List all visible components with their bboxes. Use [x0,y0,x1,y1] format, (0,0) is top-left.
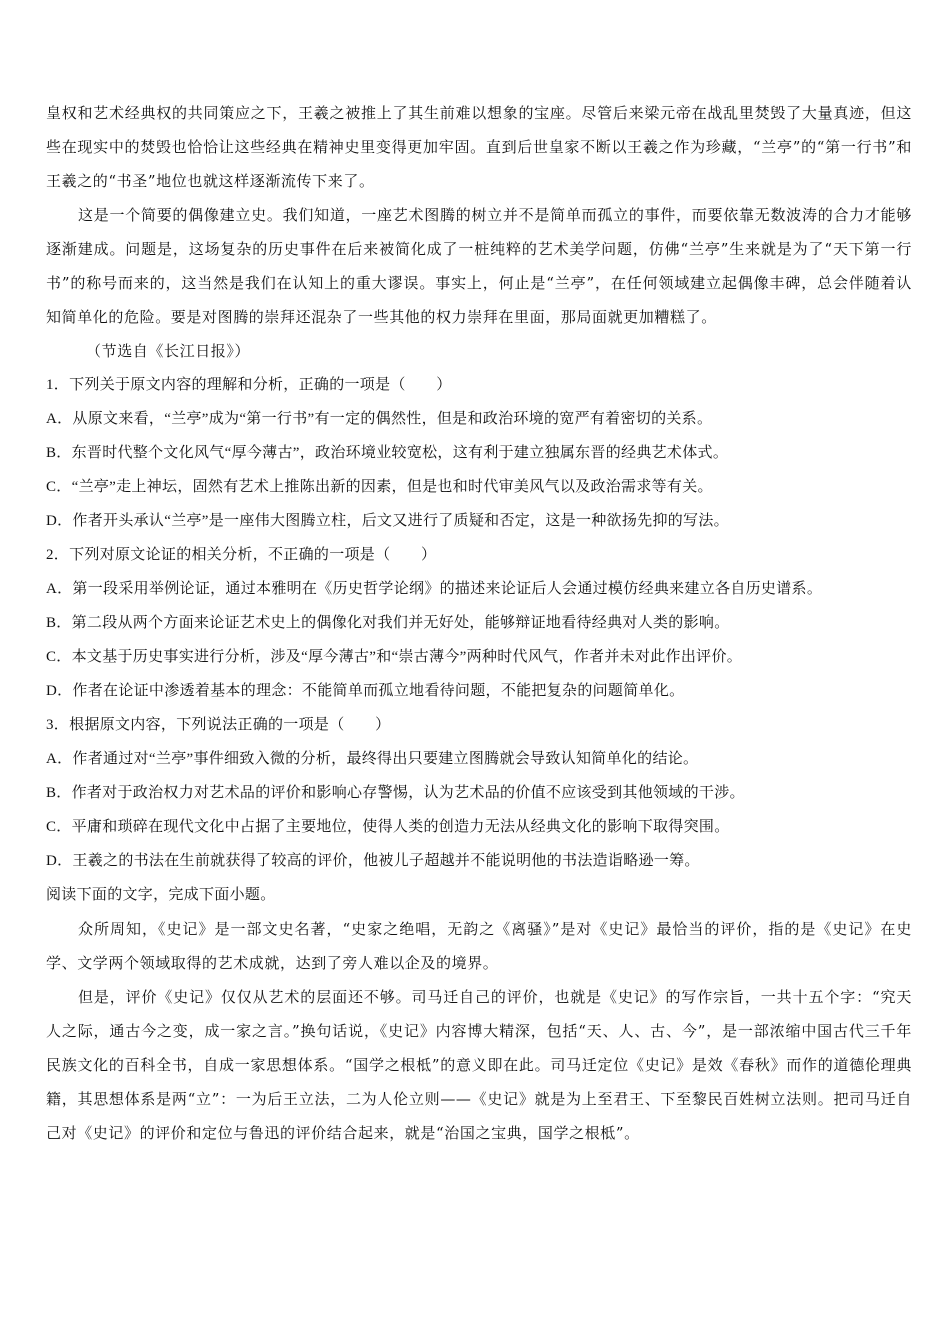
passage-1 [46,96,912,368]
passage-paragraph: 皇权和艺术经典权的共同策应之下，王羲之被推上了其生前难以想象的宝座。尽管后来梁元帝在战乱里焚毁了大量真迹，但这些在现实中的焚毁也恰恰让这些经典在精神史里变得更加牢固。直到后世皇家不断以王羲之作为珍藏，“兰亭”的“第一行书”和王羲之的“书圣”地位也就这样逐渐流传下来了。 [46,104,912,190]
question-1 [46,368,912,538]
option-c: C．平庸和琐碎在现代文化中占据了主要地位，使得人类的创造力无法从经典文化的影响下取得突围。 [46,819,730,835]
option-b: B．东晋时代整个文化风气“厚今薄古”，政治环境业较宽松，这有利于建立独属东晋的经典艺术体式。 [46,445,729,461]
passage-paragraph: 但是，评价《史记》仅仅从艺术的层面还不够。司马迁自己的评价，也就是《史记》的写作宗旨，一共十五个字：“究天人之际，通古今之变，成一家之言。”换句话说，《史记》内容博大精深，包括“天、人、古、今”，是一部浓缩中国古代三千年民族文化的百科全书，自成一家思想体系。“国学之根柢”的意义即在此。司马迁定位《史记》是效《春秋》而作的道德伦理典籍，其思想体系是两“立”：一为后王立法，二为人伦立则——《史记》就是为上至君王、下至黎民百姓树立法则。把司马迁自己对《史记》的评价和定位与鲁迅的评价结合起来，就是“治国之宝典，国学之根柢”。 [46,988,912,1142]
question-3 [46,708,912,878]
question-stem: 2．下列对原文论证的相关分析，不正确的一项是（ ） [46,547,437,563]
option-d: D．作者开头承认“兰亭”是一座伟大图腾立柱，后文又进行了质疑和否定，这是一种欲扬先抑的写法。 [46,513,729,529]
passage-source: （节选自《长江日报》） [86,342,251,360]
option-d: D．王羲之的书法在生前就获得了较高的评价，他被儿子超越并不能说明他的书法造诣略逊一筹。 [46,853,700,869]
option-c: C．本文基于历史事实进行分析，涉及“厚今薄古”和“崇古薄今”两种时代风气，作者并未对此作出评价。 [46,649,743,665]
option-b: B．作者对于政治权力对艺术品的评价和影响心存警惕，认为艺术品的价值不应该受到其他领域的干涉。 [46,785,745,801]
option-a: A．第一段采用举例论证，通过本雅明在《历史哲学论纲》的描述来论证后人会通过模仿经典来建立各自历史谱系。 [46,581,823,597]
question-stem: 1．下列关于原文内容的理解和分析，正确的一项是（ ） [46,377,452,393]
option-a: A．从原文来看，“兰亭”成为“第一行书”有一定的偶然性，但是和政治环境的宽严有着密切的关系。 [46,411,713,427]
document-page [46,96,912,1150]
passage-2 [46,878,912,1150]
option-d: D．作者在论证中渗透着基本的理念：不能简单而孤立地看待问题，不能把复杂的问题简单化。 [46,683,685,699]
question-2 [46,538,912,708]
reading-instruction: 阅读下面的文字，完成下面小题。 [46,887,276,903]
question-stem: 3．根据原文内容，下列说法正确的一项是（ ） [46,717,391,733]
passage-paragraph: 众所周知，《史记》是一部文史名著，“史家之绝唱，无韵之《离骚》”是对《史记》最恰当的评价，指的是《史记》在史学、文学两个领域取得的艺术成就，达到了旁人难以企及的境界。 [46,920,912,972]
option-c: C．“兰亭”走上神坛，固然有艺术上推陈出新的因素，但是也和时代审美风气以及政治需求等有关。 [46,479,713,495]
option-a: A．作者通过对“兰亭”事件细致入微的分析，最终得出只要建立图腾就会导致认知简单化的结论。 [46,751,699,767]
passage-paragraph: 这是一个简要的偶像建立史。我们知道，一座艺术图腾的树立并不是简单而孤立的事件，而要依靠无数波涛的合力才能够逐渐建成。问题是，这场复杂的历史事件在后来被简化成了一桩纯粹的艺术美学问题，仿佛“兰亭”生来就是为了“天下第一行书”的称号而来的，这当然是我们在认知上的重大谬误。事实上，何止是“兰亭”，在任何领域建立起偶像丰碑，总会伴随着认知简单化的危险。要是对图腾的崇拜还混杂了一些其他的权力崇拜在里面，那局面就更加糟糕了。 [46,206,912,326]
option-b: B．第二段从两个方面来论证艺术史上的偶像化对我们并无好处，能够辩证地看待经典对人类的影响。 [46,615,730,631]
